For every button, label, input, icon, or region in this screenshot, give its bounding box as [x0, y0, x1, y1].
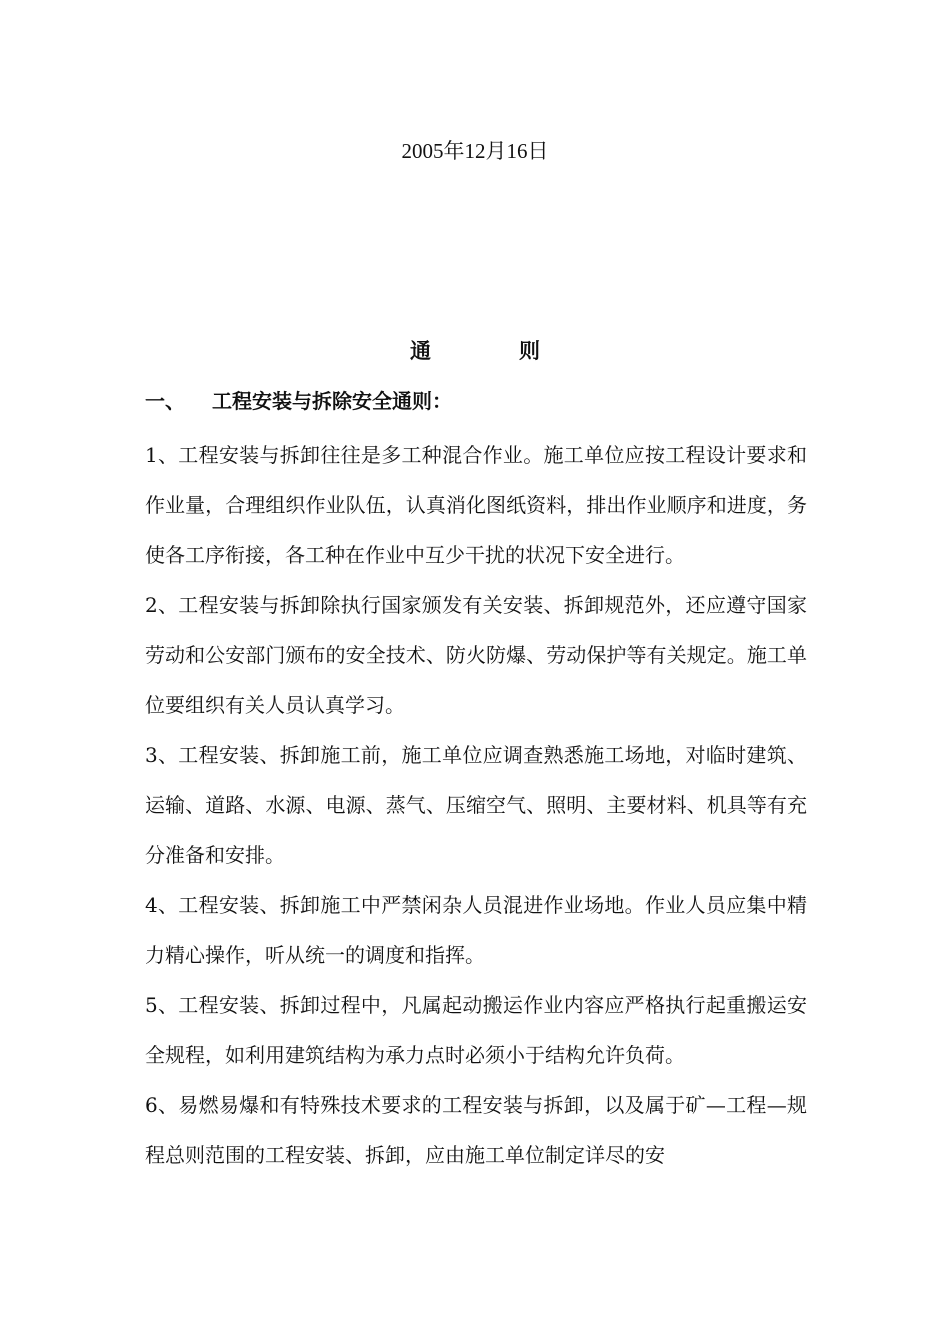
document-body	[145, 430, 807, 1180]
paragraph: 6、易燃易爆和有特殊技术要求的工程安装与拆卸，以及属于矿—工程—规程总则范围的工程安装、拆卸，应由施工单位制定详尽的安	[145, 1093, 807, 1167]
section-number: 一、	[145, 389, 185, 413]
paragraph: 2、工程安装与拆卸除执行国家颁发有关安装、拆卸规范外，还应遵守国家劳动和公安部门颁布的安全技术、防火防爆、劳动保护等有关规定。施工单位要组织有关人员认真学习。	[145, 593, 807, 717]
paragraph: 5、工程安装、拆卸过程中，凡属起动搬运作业内容应严格执行起重搬运安全规程，如利用建筑结构为承力点时必须小于结构允许负荷。	[145, 993, 807, 1067]
title-char-1: 通	[410, 339, 431, 363]
section-heading-text: 工程安装与拆除安全通则：	[212, 389, 452, 413]
document-title	[0, 336, 950, 366]
paragraph: 4、工程安装、拆卸施工中严禁闲杂人员混进作业场地。作业人员应集中精力精心操作，听从统一的调度和指挥。	[145, 893, 807, 967]
title-char-2: 则	[519, 339, 540, 363]
document-date: 2005年12月16日	[401, 139, 549, 163]
section-heading	[145, 386, 815, 416]
paragraph: 3、工程安装、拆卸施工前，施工单位应调查熟悉施工场地，对临时建筑、运输、道路、水源、电源、蒸气、压缩空气、照明、主要材料、机具等有充分准备和安排。	[145, 743, 807, 867]
paragraph: 1、工程安装与拆卸往往是多工种混合作业。施工单位应按工程设计要求和作业量，合理组织作业队伍，认真消化图纸资料，排出作业顺序和进度，务使各工序衔接，各工种在作业中互少干扰的状况下安全进行。	[145, 443, 807, 567]
